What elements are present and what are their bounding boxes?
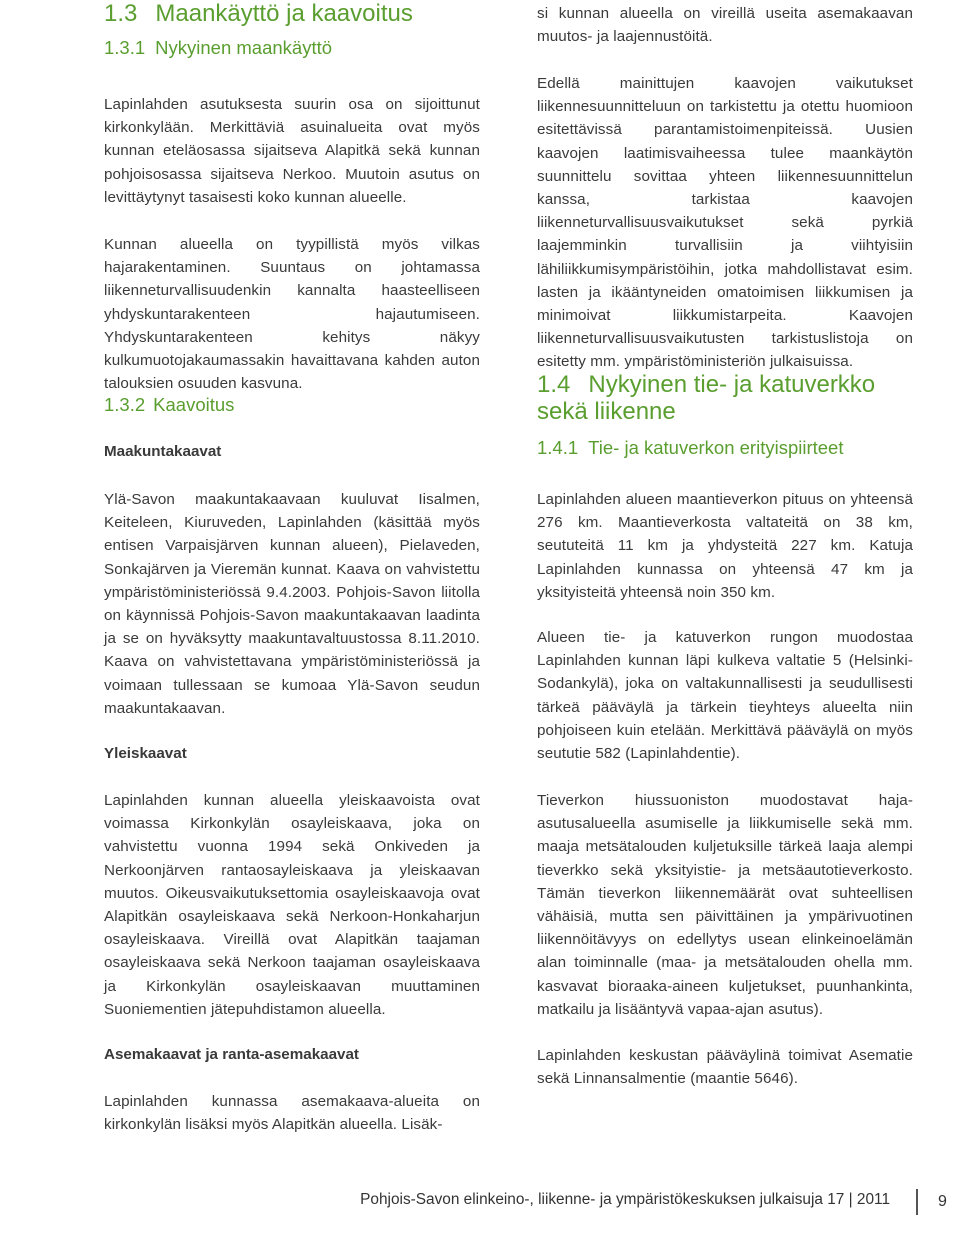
paragraph: Lapinlahden kunnassa asemakaava-alueita on kirkonkylän lisäksi myös Alapitkän alueella. Lisäk- <box>104 1093 480 1134</box>
paragraph: Kunnan alueella on tyypillistä myös vilkas hajarakentaminen. Suuntaus on johtamassa liikenneturvallisuudenkin kannalta haasteelliseen yhdyskuntarakenteen hajautumiseen. Yhdyskuntarakenteen kehitys näkyy kulkumuotojakaumassakin havaittavana kahden auton talouksien osuuden kasvuna. <box>104 236 480 393</box>
subsection-heading-1-3-2 <box>104 394 234 416</box>
paragraph: Lapinlahden keskustan pääväylinä toimivat Asematie sekä Linnansalmentie (maantie 5646). <box>537 1047 913 1088</box>
paragraph: Lapinlahden asutuksesta suurin osa on sijoittunut kirkonkylään. Merkittäviä asuinalueita ovat myös kunnan eteläosassa sijaitseva Alapitkä sekä kunnan pohjoisosassa sijaitseva Nerkoo. Muutoin asutus on levittäytynyt tasaisesti koko kunnan alueelle. <box>104 96 480 206</box>
paragraph: si kunnan alueella on vireillä useita asemakaavan muutos- ja laajennustöitä. <box>537 5 913 46</box>
subheading-maakuntakaavat: Maakuntakaavat <box>104 443 222 460</box>
section-heading-1-4 <box>537 371 875 425</box>
footer-divider <box>916 1189 918 1215</box>
subsection-number: 1.3.2 <box>104 394 146 415</box>
paragraph: Tieverkon hiussuoniston muodostavat haja-asutusalueella asumiselle ja liikkumiselle sekä mm. maaja metsätalouden kuljetuksille tärkeä laaja alempi tieverkko sekä yksityistie- ja metsäautotieverkosto. Tämän tieverkon liikennemäärät ovat suhteellisen vähäisiä, mutta sen päivittäinen ja ympärivuotinen liikennöitävyys on edellytys usean elinkeinoelämän alan toiminnalle (maa- ja metsätalouden ohella mm. kasvavat bioraaka-aineen kuljetukset, puunhankinta, matkailu ja lisääntyvä vapaa-ajan asutus). <box>537 792 913 1018</box>
paragraph: Edellä mainittujen kaavojen vaikutukset liikennesuunnitteluun on tarkistettu ja otettu huomioon esitettävissä parantamistoimenpiteissä. Uusien kaavojen laatimisvaiheessa tulee maankäytön suunnittelu sovittaa yhteen liikennesuunnittelun kanssa, tarkistaa kaavojen liikenneturvallisuusvaikutukset sekä pyrkiä laajemminkin turvallisiin ja viihtyisiin lähiliikkumisympäristöihin, jotka mahdollistavat esim. lasten ja ikääntyneiden omatoimisen liikkumisen ja minimoivat liikkumistarpeita. Kaavojen liikenneturvallisuusvaikutusten tarkistuslistoja on esitetty mm. ympäristöministeriön julkaisuissa. <box>537 75 913 371</box>
subsection-title: Nykyinen maankäyttö <box>155 37 333 58</box>
paragraph: Alueen tie- ja katuverkon rungon muodostaa Lapinlahden kunnan läpi kulkeva valtatie 5 (Helsinki-Sodankylä), joka on valtakunnallisesti ja seudullisesti tärkeä pääväylä ja tärkein tieyhteys alueelta niin pohjoiseen kuin etelään. Merkittävä pääväylä on myös seututie 582 (Lapinlahdentie). <box>537 629 913 763</box>
section-title: Maankäyttö ja kaavoitus <box>155 0 413 27</box>
subsection-number: 1.4.1 <box>537 437 579 458</box>
subsection-number: 1.3.1 <box>104 37 146 58</box>
subsection-heading-1-3-1 <box>104 37 332 59</box>
subheading-asemakaavat: Asemakaavat ja ranta-asemakaavat <box>104 1046 359 1063</box>
section-number: 1.3 <box>104 0 138 27</box>
subheading-yleiskaavat: Yleiskaavat <box>104 745 187 762</box>
section-heading-1-3 <box>104 0 413 27</box>
paragraph: Lapinlahden kunnan alueella yleiskaavoista ovat voimassa Kirkonkylän osayleiskaava, joka on vahvistettu vuonna 1994 sekä Onkiveden ja Nerkoonjärven rantaosayleiskaava ja yleiskaavan muutos. Oikeusvaikutuksettomia osayleiskaavoja ovat Alapitkän osayleiskaava sekä Nerkoon-Honkaharjun osayleiskaava. Vireillä ovat Alapitkän taajaman osayleiskaava sekä Nerkoon taajaman osayleiskaava ja Kirkonkylän osayleiskaavan muuttaminen Suoniementien jätepuhdistamon alueella. <box>104 792 480 1018</box>
subsection-heading-1-4-1 <box>537 437 843 459</box>
paragraph: Ylä-Savon maakuntakaavaan kuuluvat Iisalmen, Keiteleen, Kiuruveden, Lapinlahden (käsittää myös entisen Varpaisjärven kunnan alueen), Pielaveden, Sonkajärven ja Vieremän kunnat. Kaava on vahvistettu ympäristöministeriössä 9.4.2003. Pohjois-Savon liitolla on käynnissä Pohjois-Savon maakuntakaavan laadinta ja se on hyväksytty maakuntavaltuustossa 8.11.2010. Kaava on vahvistettavana ympäristöministeriössä ja voimaan tullessaan se kumoaa Ylä-Savon seudun maakuntakaavan. <box>104 491 480 717</box>
subsection-title: Tie- ja katuverkon erityispiirteet <box>588 437 844 458</box>
section-number: 1.4 <box>537 371 571 398</box>
publication-line: Pohjois-Savon elinkeino-, liikenne- ja ympäristökeskuksen julkaisuja 17 | 2011 <box>360 1191 890 1208</box>
section-title-line-2: sekä liikenne <box>537 398 676 425</box>
paragraph: Lapinlahden alueen maantieverkon pituus on yhteensä 276 km. Maantieverkosta valtateitä on 38 km, seututeitä 11 km ja yhdysteitä 227 km. Katuja Lapinlahden kunnassa on yhteensä 47 km ja yksityisteitä yhteensä noin 350 km. <box>537 491 913 601</box>
page-number: 9 <box>938 1193 947 1210</box>
subsection-title: Kaavoitus <box>153 394 235 415</box>
page-footer <box>0 1189 960 1219</box>
section-title-line-1: Nykyinen tie- ja katuverkko <box>588 371 876 398</box>
